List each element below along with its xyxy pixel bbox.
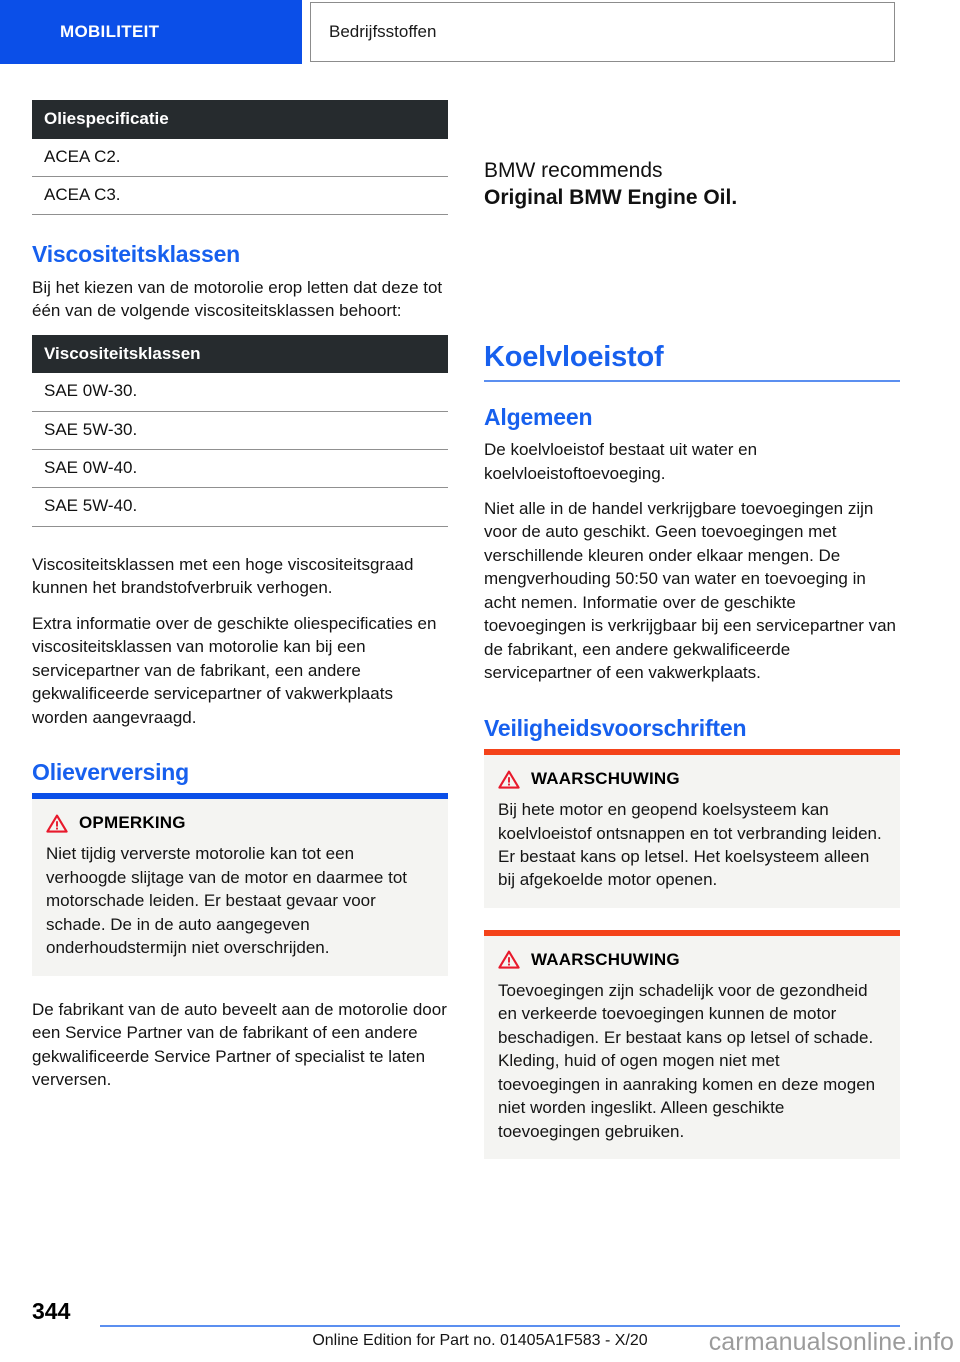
watermark: carmanualsonline.info [708, 1328, 954, 1356]
safety-heading: Veiligheidsvoorschriften [484, 714, 747, 741]
note-box-opmerking [32, 793, 448, 975]
bmw-recommends-block [484, 158, 900, 212]
table-row: SAE 5W-30. [32, 412, 448, 450]
table-header: Viscositeitsklassen [32, 335, 448, 374]
left-column [32, 100, 448, 1091]
warning-body: Toevoegingen zijn schadelijk voor de gezondheid en verkeerde toevoegingen kunnen de motor beschadigen. Er bestaat kans op letsel of schade. Kleding, huid of ogen mogen niet met toevoegingen in aanraking komen en deze mogen niet worden ingeslikt. Alleen geschikte toevoegingen gebruiken. [498, 980, 876, 1141]
header-section-label: MOBILITEIT [60, 22, 160, 41]
viscosity-intro-paragraph: Bij het kiezen van de motorolie erop letten dat deze tot één van de volgende viscositeitsklassen behoort: [32, 277, 443, 321]
viscosity-note-paragraph: Viscositeitsklassen met een hoge viscositeitsgraad kunnen het brandstofverbruik verhogen. [32, 554, 414, 598]
warning-box-1 [484, 749, 900, 908]
header-section-tab[interactable] [0, 0, 302, 64]
warning-triangle-icon [498, 770, 520, 789]
warning-title-label: WAARSCHUWING [531, 949, 680, 969]
table-header: Oliespecificatie [32, 100, 448, 139]
page-number: 344 [32, 1298, 71, 1324]
note-title [46, 813, 434, 833]
table-row: SAE 5W-40. [32, 488, 448, 526]
table-row: SAE 0W-30. [32, 373, 448, 411]
edition-note: Online Edition for Part no. 01405A1F583 - X/20 [312, 1332, 648, 1349]
warning-title [498, 950, 886, 970]
table-row: ACEA C2. [32, 139, 448, 177]
coolant-heading-rule [484, 380, 900, 382]
table-row: ACEA C3. [32, 177, 448, 215]
warning-triangle-icon [498, 950, 520, 969]
footer-rule [100, 1325, 900, 1327]
general-paragraph-1: De koelvloeistof bestaat uit water en koelvloeistoftoevoeging. [484, 440, 758, 483]
warning-title-label: WAARSCHUWING [531, 769, 680, 789]
warning-box-2 [484, 930, 900, 1159]
note-body: Niet tijdig ververste motorolie kan tot een verhoogde slijtage van de motor en daarmee tot motorschade leiden. Er bestaat gevaar voor schade. De in de auto aangegeven onderhoudstermijn niet overschrijden. [46, 844, 408, 958]
page-footer [0, 1280, 960, 1362]
page-header [0, 0, 960, 64]
bmw-recommends-line2: Original BMW Engine Oil. [484, 185, 738, 209]
breadcrumb-label: Bedrijfsstoffen [329, 22, 437, 41]
note-title-label: OPMERKING [79, 813, 186, 833]
viscosity-table [32, 335, 448, 527]
oil-change-heading: Olieverversing [32, 758, 190, 785]
right-column [484, 100, 900, 1181]
general-paragraph-2: Niet alle in de handel verkrijgbare toevoegingen zijn voor de auto geschikt. Geen toevoegingen met verschillende kleuren onder elkaar mengen. De mengverhouding 50:50 van water en toevoeging in acht nemen. Informatie over de geschikte toevoegingen is verkrijgbaar bij een servicepartner van de fabrikant, een andere gekwalificeerde servicepartner of een vakwerkplaats. [484, 498, 897, 683]
warning-triangle-icon [46, 814, 68, 833]
bmw-recommends-line1: BMW recommends [484, 159, 663, 182]
extra-information-paragraph: Extra informatie over de geschikte oliespecificaties en viscositeitsklassen van motorolie kan bij een servicepartner van de fabrikant, een andere gekwalificeerde servicepartner of vakwerkplaats worden aangevraagd. [32, 613, 437, 727]
warning-body: Bij hete motor en geopend koelsysteem kan koelvloeistof ontsnappen en tot verbranding leiden. Er bestaat kans op letsel. Het koelsysteem alleen bij afgekoelde motor openen. [498, 800, 882, 890]
viscosity-heading: Viscositeitsklassen [32, 241, 241, 268]
oil-specification-table [32, 100, 448, 215]
warning-title [498, 769, 886, 789]
general-heading: Algemeen [484, 403, 593, 430]
breadcrumb[interactable] [310, 2, 895, 62]
table-row: SAE 0W-40. [32, 450, 448, 488]
closing-paragraph: De fabrikant van de auto beveelt aan de motorolie door een Service Partner van de fabrikant of een andere gekwalificeerde Service Partner of specialist te laten verversen. [32, 999, 447, 1090]
coolant-heading: Koelvloeistof [484, 340, 664, 373]
